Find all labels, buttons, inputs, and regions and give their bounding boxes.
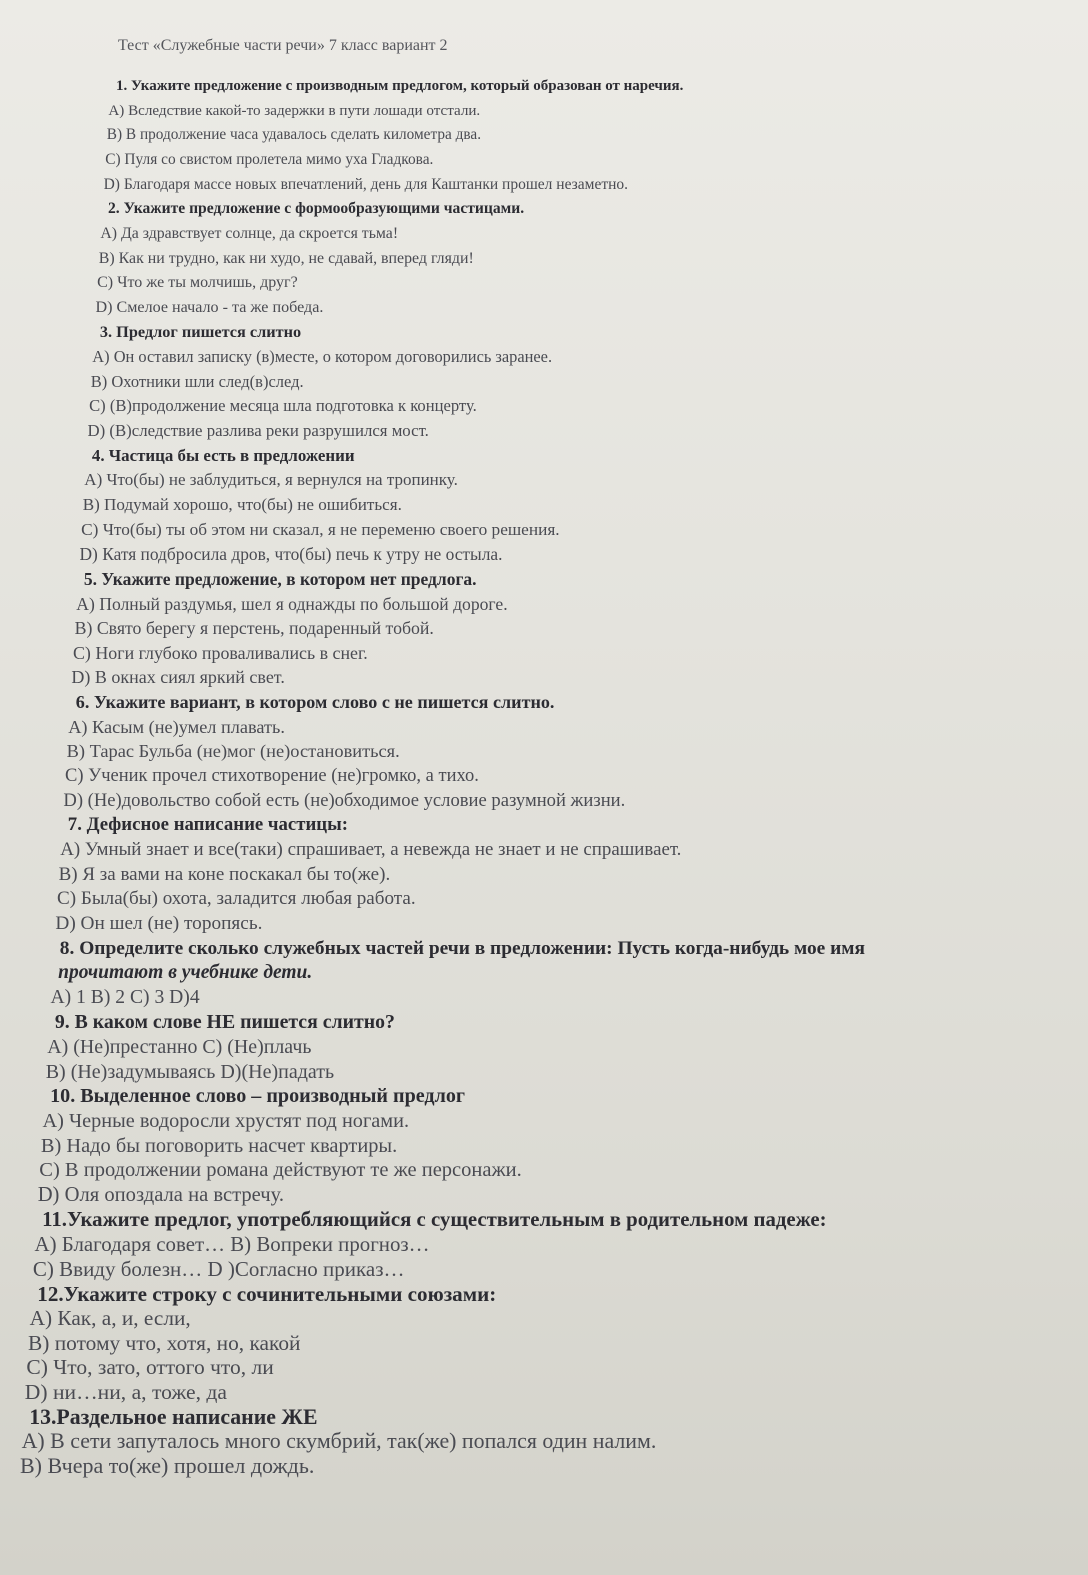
answer-option: A) 1 B) 2 C) 3 D)4: [50, 986, 200, 1008]
question-text: 6. Укажите вариант, в котором слово с не пишется слитно.: [75, 692, 555, 713]
question-text: 10. Выделенное слово – производный предлог: [50, 1085, 466, 1108]
answer-option: D) Благодаря массе новых впечатлений, день для Каштанки прошел незаметно.: [103, 175, 629, 193]
question-text: прочитают в учебнике дети.: [58, 962, 313, 984]
answer-option: D) Оля опоздала на встречу.: [37, 1183, 285, 1206]
answer-option: B) Охотники шли след(в)след.: [90, 371, 304, 391]
question-text: 9. В каком слове НЕ пишется слитно?: [54, 1011, 395, 1034]
question-text: 5. Укажите предложение, в котором нет предлога.: [83, 568, 477, 589]
answer-option: B) Подумай хорошо, что(бы) не ошибиться.: [82, 494, 402, 514]
answer-option: B) потому что, хотя, но, какой: [28, 1330, 301, 1355]
answer-option: C) Пуля со свистом пролетела мимо уха Гладкова.: [105, 150, 434, 168]
answer-option: C) Что же ты молчишь, друг?: [97, 274, 298, 292]
answer-option: C) (В)продолжение месяца шла подготовка к концерту.: [89, 396, 477, 416]
answer-option: C) Что, зато, оттого что, ли: [26, 1355, 274, 1380]
answer-option: B) Я за вами на коне поскакал бы то(же).: [58, 863, 391, 885]
answer-option: A) Вследствие какой-то задержки в пути лошади отстали.: [108, 102, 481, 119]
answer-option: C) В продолжении романа действуют те же персонажи.: [39, 1159, 522, 1182]
answer-option: D) Катя подбросила дров, что(бы) печь к утру не остыла.: [79, 544, 503, 565]
answer-option: A) Как, а, и, если,: [29, 1306, 191, 1331]
answer-option: D) (Не)довольство собой есть (не)обходимое условие разумной жизни.: [63, 789, 626, 811]
answer-option: D) (В)следствие разлива реки разрушился мост.: [87, 421, 429, 440]
answer-option: A) Черные водоросли хрустят под ногами.: [42, 1110, 410, 1132]
question-text: 2. Укажите предложение с формообразующими частицами.: [108, 200, 525, 218]
answer-option: A) Он оставил записку (в)месте, о котором договорились заранее.: [92, 347, 553, 367]
question-text: 4. Частица бы есть в предложении: [91, 445, 355, 465]
answer-option: D) Смелое начало - та же победа.: [95, 298, 324, 316]
answer-option: C) Ноги глубоко проваливались в снег.: [73, 642, 368, 663]
question-text: 11.Укажите предлог, употребляющийся с существительным в родительном падеже:: [42, 1207, 827, 1231]
answer-option: A) Касым (не)умел плавать.: [68, 716, 285, 737]
answer-option: A) (Не)престанно C) (Не)плачь: [47, 1036, 312, 1059]
answer-option: A) Умный знает и все(таки) спрашивает, а невежда не знает и не спрашивает.: [60, 838, 682, 860]
answer-option: B) В продолжение часа удавалось сделать километра два.: [106, 126, 482, 144]
answer-option: B) Вчера то(же) прошел дождь.: [20, 1453, 315, 1478]
answer-option: D) Он шел (не) торопясь.: [55, 912, 263, 934]
answer-option: A) Полный раздумья, шел я однажды по большой дороге.: [76, 593, 508, 614]
answer-option: D) В окнах сиял яркий свет.: [71, 667, 285, 688]
question-text: 8. Определите сколько служебных частей речи в предложении: Пусть когда-нибудь мое имя: [59, 937, 865, 959]
answer-option: C) Что(бы) ты об этом ни сказал, я не переменю своего решения.: [81, 519, 560, 539]
question-text: 12.Укажите строку с сочинительными союзами:: [37, 1281, 497, 1306]
answer-option: B) (Не)задумываясь D)(Не)падать: [45, 1060, 335, 1083]
answer-option: B) Свято берегу я перстень, подаренный тобой.: [74, 618, 434, 639]
answer-option: A) Да здравствует солнце, да скроется тьма!: [100, 224, 399, 242]
question-text: 13.Раздельное написание ЖЕ: [29, 1404, 318, 1429]
answer-option: B) Надо бы поговорить насчет квартиры.: [40, 1134, 398, 1157]
answer-option: C) Ввиду болезн… D )Согласно приказ…: [32, 1256, 405, 1281]
answer-option: D) ни…ни, а, тоже, да: [24, 1380, 227, 1405]
question-text: 1. Укажите предложение с производным предлогом, который образован от наречия.: [116, 78, 684, 94]
answer-option: C) Была(бы) охота, заладится любая работа.: [57, 888, 416, 910]
question-text: 3. Предлог пишется слитно: [99, 322, 302, 342]
answer-option: B) Тарас Бульба (не)мог (не)остановиться.: [66, 741, 400, 762]
page-title: Тест «Служебные части речи» 7 класс вариант 2: [118, 37, 448, 54]
answer-option: B) Как ни трудно, как ни худо, не сдавай, вперед гляди!: [98, 249, 474, 267]
answer-option: A) В сети запуталось много скумбрий, так(же) попался один налим.: [21, 1428, 657, 1454]
answer-option: A) Благодаря совет… B) Вопреки прогноз…: [34, 1232, 430, 1257]
answer-option: A) Что(бы) не заблудиться, я вернулся на тропинку.: [84, 470, 458, 490]
question-text: 7. Дефисное написание частицы:: [67, 814, 349, 836]
answer-option: C) Ученик прочел стихотворение (не)громко, а тихо.: [65, 766, 479, 786]
